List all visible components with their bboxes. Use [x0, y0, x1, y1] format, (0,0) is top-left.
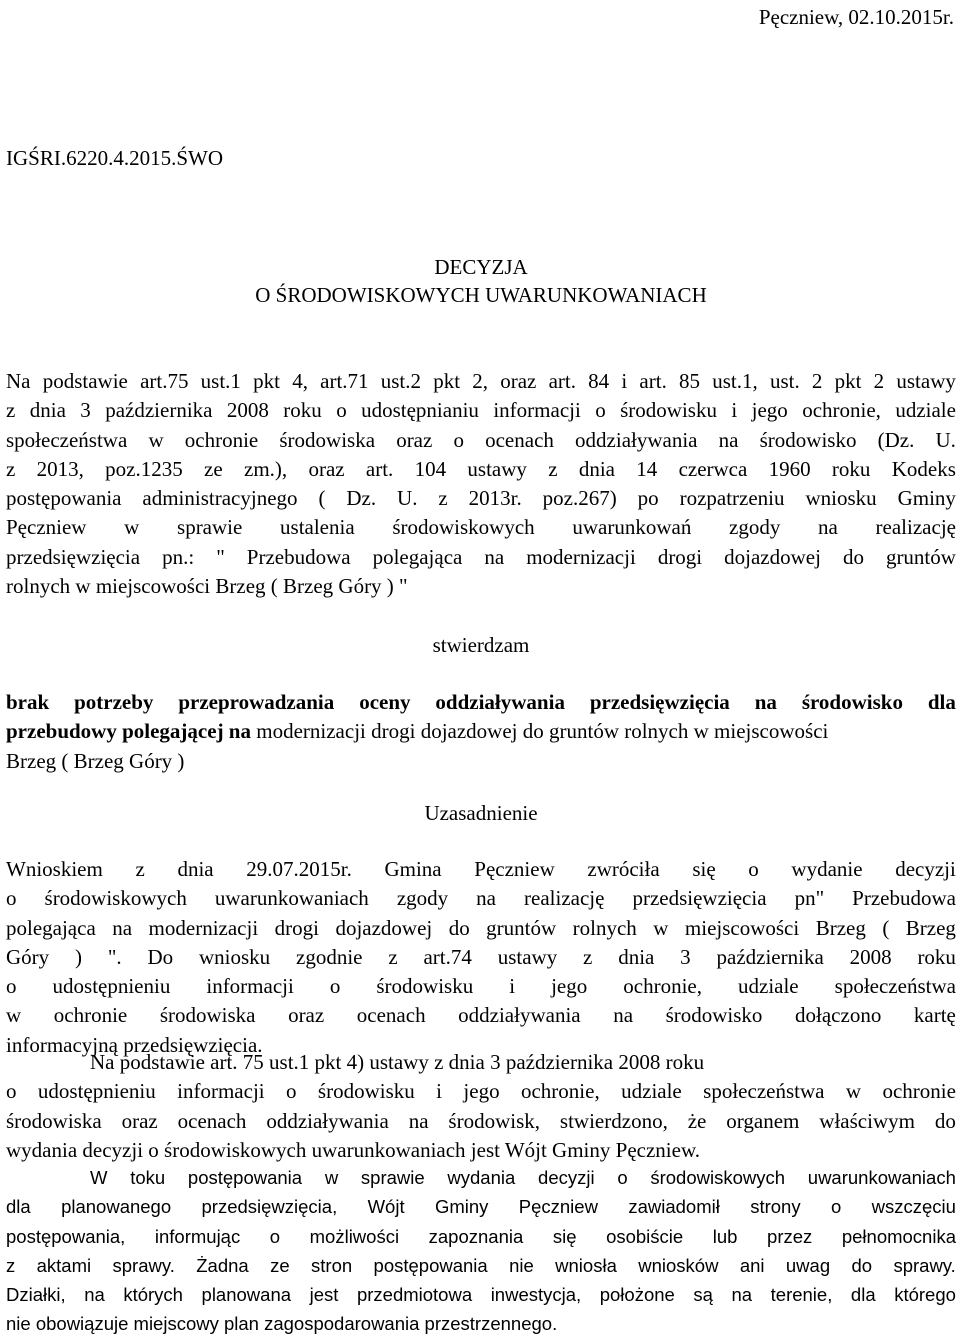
word: wydanie: [791, 857, 863, 881]
word: roku: [283, 398, 322, 423]
word: Wójt: [367, 1196, 405, 1218]
word: uwarunkowaniach: [214, 886, 369, 911]
word: 4,: [292, 369, 308, 393]
word: o: [286, 1079, 297, 1104]
word: drogi: [657, 544, 703, 569]
text-line: informacyjną przedsięwzięcia.: [6, 1032, 263, 1057]
word: pkt: [433, 369, 461, 393]
word: 2,: [472, 369, 489, 393]
word: W: [90, 1167, 108, 1188]
word: administracyjnego: [142, 486, 298, 511]
word: 3: [80, 398, 91, 423]
word: (: [882, 915, 890, 940]
word: z: [548, 456, 558, 481]
word: z: [135, 857, 145, 881]
word: Gminy: [897, 486, 956, 511]
word: środowiska: [6, 1108, 102, 1133]
word: na: [613, 1003, 634, 1028]
word: przedsięwzięcia: [6, 544, 141, 569]
word: przedmiotowa: [356, 1284, 473, 1306]
word: środowiska: [279, 427, 376, 452]
word: i: [509, 974, 516, 999]
word: przedsięwzięcia: [589, 690, 730, 714]
word: do: [842, 544, 864, 569]
word: organem: [726, 1108, 800, 1133]
word: gruntów: [885, 544, 956, 569]
word: o: [748, 857, 759, 881]
word: decyzji: [895, 857, 956, 881]
word: oddziaływania: [458, 1003, 581, 1028]
word: rozpatrzeniu: [679, 486, 785, 511]
word: strony: [750, 1196, 801, 1218]
word: o: [453, 427, 464, 452]
text-line: [6, 1280, 956, 1309]
word: 104: [414, 456, 447, 481]
word: wydania: [447, 1167, 516, 1188]
word: w: [324, 1167, 339, 1188]
word: w: [124, 515, 140, 540]
text-line: wydania decyzji o środowiskowych uwarunkowaniach jest Wójt Gminy Pęczniew.: [6, 1137, 700, 1162]
word: o: [830, 1196, 842, 1218]
word: jest: [309, 1284, 339, 1306]
word: ocenach: [485, 427, 554, 452]
word: podstawie: [42, 369, 128, 393]
word: modernizacji: [148, 915, 259, 940]
word: na: [754, 690, 777, 714]
word: na: [476, 886, 496, 911]
word: wniosła: [555, 1254, 617, 1276]
legal-basis-paragraph: [6, 367, 956, 601]
word: oraz: [121, 1108, 158, 1133]
word: ocenach: [356, 1003, 426, 1028]
word: informując: [154, 1225, 241, 1247]
word: ust.1: [200, 369, 241, 393]
word: 2013,: [36, 456, 84, 481]
word: na: [408, 1108, 429, 1133]
word: z: [583, 944, 593, 969]
word: ze: [204, 456, 223, 481]
word: z: [6, 1254, 16, 1276]
word: U.: [397, 486, 418, 511]
word: zawiadomił: [628, 1196, 720, 1218]
word: środowisko: [801, 690, 903, 714]
word: art.: [548, 369, 576, 393]
word: postępowania: [373, 1254, 488, 1276]
word: polegająca: [372, 544, 463, 569]
justification-heading: Uzasadnienie: [424, 801, 538, 825]
word: pełnomocnika: [841, 1225, 956, 1247]
word: społeczeństwa: [834, 974, 956, 999]
text-line: [6, 855, 956, 884]
word: i: [436, 1079, 443, 1104]
word: środowisku: [620, 398, 717, 423]
word: zm.),: [244, 456, 288, 481]
word: roku: [917, 944, 956, 969]
word: ochronie,: [623, 974, 702, 999]
word: 2: [873, 369, 885, 393]
word: zgody: [729, 515, 781, 540]
title-line-2: O ŚRODOWISKOWYCH UWARUNKOWANIACH: [255, 283, 707, 307]
word: i: [731, 398, 738, 423]
word: ochronie: [53, 1003, 128, 1028]
word: ": [216, 544, 225, 569]
word: że: [687, 1108, 707, 1133]
justification-paragraph-3: [6, 1163, 956, 1339]
word: udostępnieniu: [37, 1079, 156, 1104]
word: na: [84, 1284, 105, 1306]
word: oraz: [308, 456, 345, 481]
word: o: [329, 974, 341, 999]
word: oraz: [500, 369, 537, 393]
word: terenie,: [770, 1284, 833, 1306]
word: o: [6, 974, 17, 999]
word: lub: [712, 1225, 738, 1247]
text-line: [6, 484, 956, 513]
word: udziale: [621, 1079, 682, 1104]
text-line: nie obowiązuje miejscowy plan zagospodarowania przestrzennego.: [6, 1313, 558, 1335]
word: zwróciła: [587, 857, 660, 881]
word: 2: [811, 369, 823, 393]
word: planowana: [201, 1284, 292, 1306]
word: jego: [463, 1079, 500, 1104]
word: 1960: [768, 456, 811, 481]
word: ustalenia: [280, 515, 355, 540]
word: ustawy: [497, 944, 558, 969]
word: Żadna: [196, 1254, 249, 1276]
word: ustawy: [896, 369, 956, 393]
word: Wnioskiem: [6, 857, 103, 881]
word: na: [112, 915, 133, 940]
word: Przebudowa: [852, 886, 956, 911]
word: środowisku: [376, 974, 474, 999]
word: przedsięwzięcia: [632, 886, 767, 911]
word: informacji: [177, 1079, 265, 1104]
word: października: [716, 944, 824, 969]
word: ".: [107, 944, 122, 969]
text-line: [6, 1251, 956, 1280]
word: środowiskowych: [392, 515, 535, 540]
word: z: [6, 398, 16, 423]
word: 2008: [849, 944, 892, 969]
word: ust.: [769, 369, 800, 393]
word: oddziaływania: [266, 1108, 389, 1133]
text-line: [6, 688, 956, 717]
word: inwestycja,: [490, 1284, 582, 1306]
text-line: [6, 367, 956, 396]
word: art.74: [423, 944, 472, 969]
title-line-1: DECYZJA: [434, 255, 528, 279]
word: Brzeg: [905, 915, 956, 940]
text-line: [6, 1192, 956, 1221]
word: dnia: [177, 857, 214, 881]
word: planowanego: [61, 1196, 172, 1218]
word: oraz: [396, 427, 433, 452]
word: października: [105, 398, 213, 423]
word: 84: [588, 369, 610, 393]
bold-phrase: przebudowy polegającej na: [6, 719, 251, 744]
word: sprawy.: [893, 1254, 956, 1276]
word: 2008: [226, 398, 269, 423]
word: zapoznania: [428, 1225, 524, 1247]
word: Kodeks: [891, 456, 956, 481]
word: z: [438, 486, 448, 511]
word: o: [595, 398, 606, 423]
word: o: [617, 1167, 628, 1188]
word: sprawie: [360, 1167, 425, 1188]
word: społeczeństwa: [6, 427, 128, 452]
word: stron: [311, 1254, 353, 1276]
word: dołączono: [795, 1003, 882, 1028]
word: którego: [894, 1284, 956, 1306]
text-line: rolnych w miejscowości Brzeg ( Brzeg Góry ) ": [6, 574, 408, 599]
word: środowiskowych: [650, 1167, 786, 1188]
word: stwierdzono,: [559, 1108, 668, 1133]
word: Działki,: [6, 1284, 66, 1306]
word: udziale: [895, 398, 956, 423]
word: oceny: [359, 690, 411, 714]
word: ochronie: [184, 427, 259, 452]
word: aktami: [36, 1254, 92, 1276]
word: na: [484, 544, 505, 569]
text-line: [6, 884, 956, 913]
document-page: [6, 0, 956, 1335]
word: na: [818, 515, 838, 540]
word: kartę: [913, 1003, 956, 1028]
word: 85: [679, 369, 701, 393]
word: Przebudowa: [246, 544, 351, 569]
word: ust.2: [380, 369, 422, 393]
word: przeprowadzania: [178, 690, 335, 714]
word: 29.07.2015r.: [246, 857, 352, 881]
word: jego: [551, 974, 588, 999]
text-line: [6, 972, 956, 1001]
word: roku: [831, 456, 871, 481]
justification-paragraph-1: [6, 855, 956, 1060]
regular-phrase: modernizacji drogi dojazdowej do gruntów rolnych w miejscowości: [251, 719, 829, 744]
text-line: [6, 396, 956, 425]
word: informacji: [206, 974, 294, 999]
word: ze: [270, 1254, 290, 1276]
word: Pęczniew: [518, 1196, 598, 1218]
word: możliwości: [309, 1225, 400, 1247]
word: z: [388, 944, 398, 969]
word: oddziaływania: [575, 427, 698, 452]
text-line: [6, 914, 956, 943]
word: wniosku: [805, 486, 877, 511]
word: pn.:: [162, 544, 195, 569]
word: do: [448, 915, 470, 940]
word: dla: [850, 1284, 876, 1306]
word: poz.1235: [105, 456, 183, 481]
word: Dz.: [346, 486, 377, 511]
word: na: [731, 1284, 753, 1306]
word: sprawy.: [112, 1254, 175, 1276]
word: modernizacji: [526, 544, 636, 569]
word: przez: [767, 1225, 813, 1247]
text-line: [6, 1163, 956, 1192]
word: Góry: [6, 944, 50, 969]
word: (: [318, 486, 326, 511]
word: dla: [6, 1196, 31, 1218]
word: ochronie: [882, 1079, 956, 1104]
word: postępowania: [187, 1167, 303, 1188]
word: uwarunkowaniach: [807, 1167, 956, 1188]
word: realizację: [524, 886, 605, 911]
word: ocenach: [177, 1108, 247, 1133]
word: czerwca: [678, 456, 748, 481]
word: nie: [509, 1254, 534, 1276]
word: i: [621, 369, 628, 393]
word: zgodnie: [296, 944, 363, 969]
determination-heading: stwierdzam: [432, 633, 530, 657]
word: jego: [751, 398, 788, 423]
word: z: [6, 456, 16, 481]
word: Gmina: [384, 857, 442, 881]
word: się: [552, 1225, 577, 1247]
word: ust.1,: [712, 369, 758, 393]
word: do: [851, 1254, 873, 1276]
text-line: [6, 455, 956, 484]
word: społeczeństwa: [703, 1079, 825, 1104]
word: (Dz.: [877, 427, 915, 452]
word: zgody: [396, 886, 449, 911]
word: potrzeby: [74, 690, 154, 714]
word: 14: [636, 456, 658, 481]
word: ani: [739, 1254, 765, 1276]
word: oraz: [288, 1003, 325, 1028]
word: pn": [794, 886, 825, 911]
word: położone: [599, 1284, 675, 1306]
word: których: [123, 1284, 183, 1306]
word: realizację: [875, 515, 956, 540]
word: na: [718, 427, 739, 452]
word: sprawie: [177, 515, 243, 540]
word: w: [6, 1003, 22, 1028]
word: art.: [365, 456, 394, 481]
word: uwarunkowań: [572, 515, 692, 540]
word: ): [75, 944, 82, 969]
word: polegająca: [6, 915, 96, 940]
word: dojazdowej: [724, 544, 821, 569]
justification-paragraph-2: [6, 1048, 956, 1165]
word: środowisko: [759, 427, 857, 452]
word: w: [653, 915, 669, 940]
word: drogi: [274, 915, 319, 940]
word: 2013r.: [468, 486, 522, 511]
word: wszczęciu: [871, 1196, 956, 1218]
word: art.75: [140, 369, 189, 393]
word: postępowania,: [6, 1225, 126, 1247]
text-line: [6, 717, 956, 746]
word: Pęczniew: [6, 515, 87, 540]
word: U.: [935, 427, 956, 452]
word: miejscowości: [684, 915, 800, 940]
word: przedsięwzięcia,: [201, 1196, 338, 1218]
word: Do: [147, 944, 174, 969]
word: Pęczniew: [474, 857, 555, 881]
word: właściwym: [819, 1108, 915, 1133]
word: środowiska: [159, 1003, 256, 1028]
word: postępowania: [6, 486, 122, 511]
word: udziale: [738, 974, 799, 999]
word: osobiście: [606, 1225, 684, 1247]
word: środowiskowych: [44, 886, 187, 911]
word: są: [693, 1284, 713, 1306]
word: środowisku: [317, 1079, 415, 1104]
word: dojazdowej: [335, 915, 433, 940]
word: o: [336, 398, 347, 423]
text-line: [6, 1077, 956, 1106]
word: gruntów: [486, 915, 557, 940]
decision-title: [6, 253, 956, 309]
text-line: [6, 1107, 956, 1136]
text-line: [6, 513, 956, 542]
text-line: [6, 426, 956, 455]
word: środowisko: [665, 1003, 763, 1028]
word: się: [692, 857, 716, 881]
word: oddziaływania: [435, 690, 565, 714]
text-line: [6, 543, 956, 572]
word: brak: [6, 690, 50, 714]
word: dla: [927, 690, 956, 714]
word: o: [6, 1079, 17, 1104]
word: art.71: [320, 369, 369, 393]
word: do: [934, 1108, 956, 1133]
word: dnia: [29, 398, 66, 423]
word: środowisk,: [448, 1108, 541, 1133]
word: po: [637, 486, 659, 511]
word: udostępnieniu: [52, 974, 171, 999]
word: pkt: [253, 369, 280, 393]
word: o: [269, 1225, 281, 1247]
word: pkt: [834, 369, 862, 393]
word: dnia: [578, 456, 615, 481]
word: Gminy: [434, 1196, 489, 1218]
reference-number: IGŚRI.6220.4.2015.ŚWO: [6, 146, 224, 170]
text-line: [6, 1001, 956, 1030]
word: ustawy: [467, 456, 527, 481]
word: udostępnianiu: [361, 398, 479, 423]
word: w: [148, 427, 164, 452]
word: Brzeg: [815, 915, 866, 940]
determination-paragraph: [6, 688, 956, 776]
word: art.: [639, 369, 667, 393]
word: toku: [130, 1167, 166, 1188]
word: 3: [680, 944, 691, 969]
word: poz.267): [542, 486, 617, 511]
place-date: Pęczniew, 02.10.2015r.: [758, 5, 954, 29]
word: informacji: [493, 398, 581, 423]
word: w: [845, 1079, 862, 1104]
word: ochronie,: [520, 1079, 600, 1104]
word: ochronie,: [802, 398, 881, 423]
word: o: [6, 886, 17, 911]
text-line: [6, 1222, 956, 1251]
word: dnia: [618, 944, 655, 969]
word: Na: [6, 369, 31, 393]
word: uwag: [785, 1254, 831, 1276]
text-line: [6, 943, 956, 972]
word: decyzji: [538, 1167, 595, 1188]
word: rolnych: [572, 915, 637, 940]
word: wniosków: [638, 1254, 719, 1276]
word: wniosku: [198, 944, 271, 969]
text-line: Brzeg ( Brzeg Góry ): [6, 748, 185, 773]
text-line: Na podstawie art. 75 ust.1 pkt 4) ustawy z dnia 3 października 2008 roku: [90, 1050, 705, 1074]
